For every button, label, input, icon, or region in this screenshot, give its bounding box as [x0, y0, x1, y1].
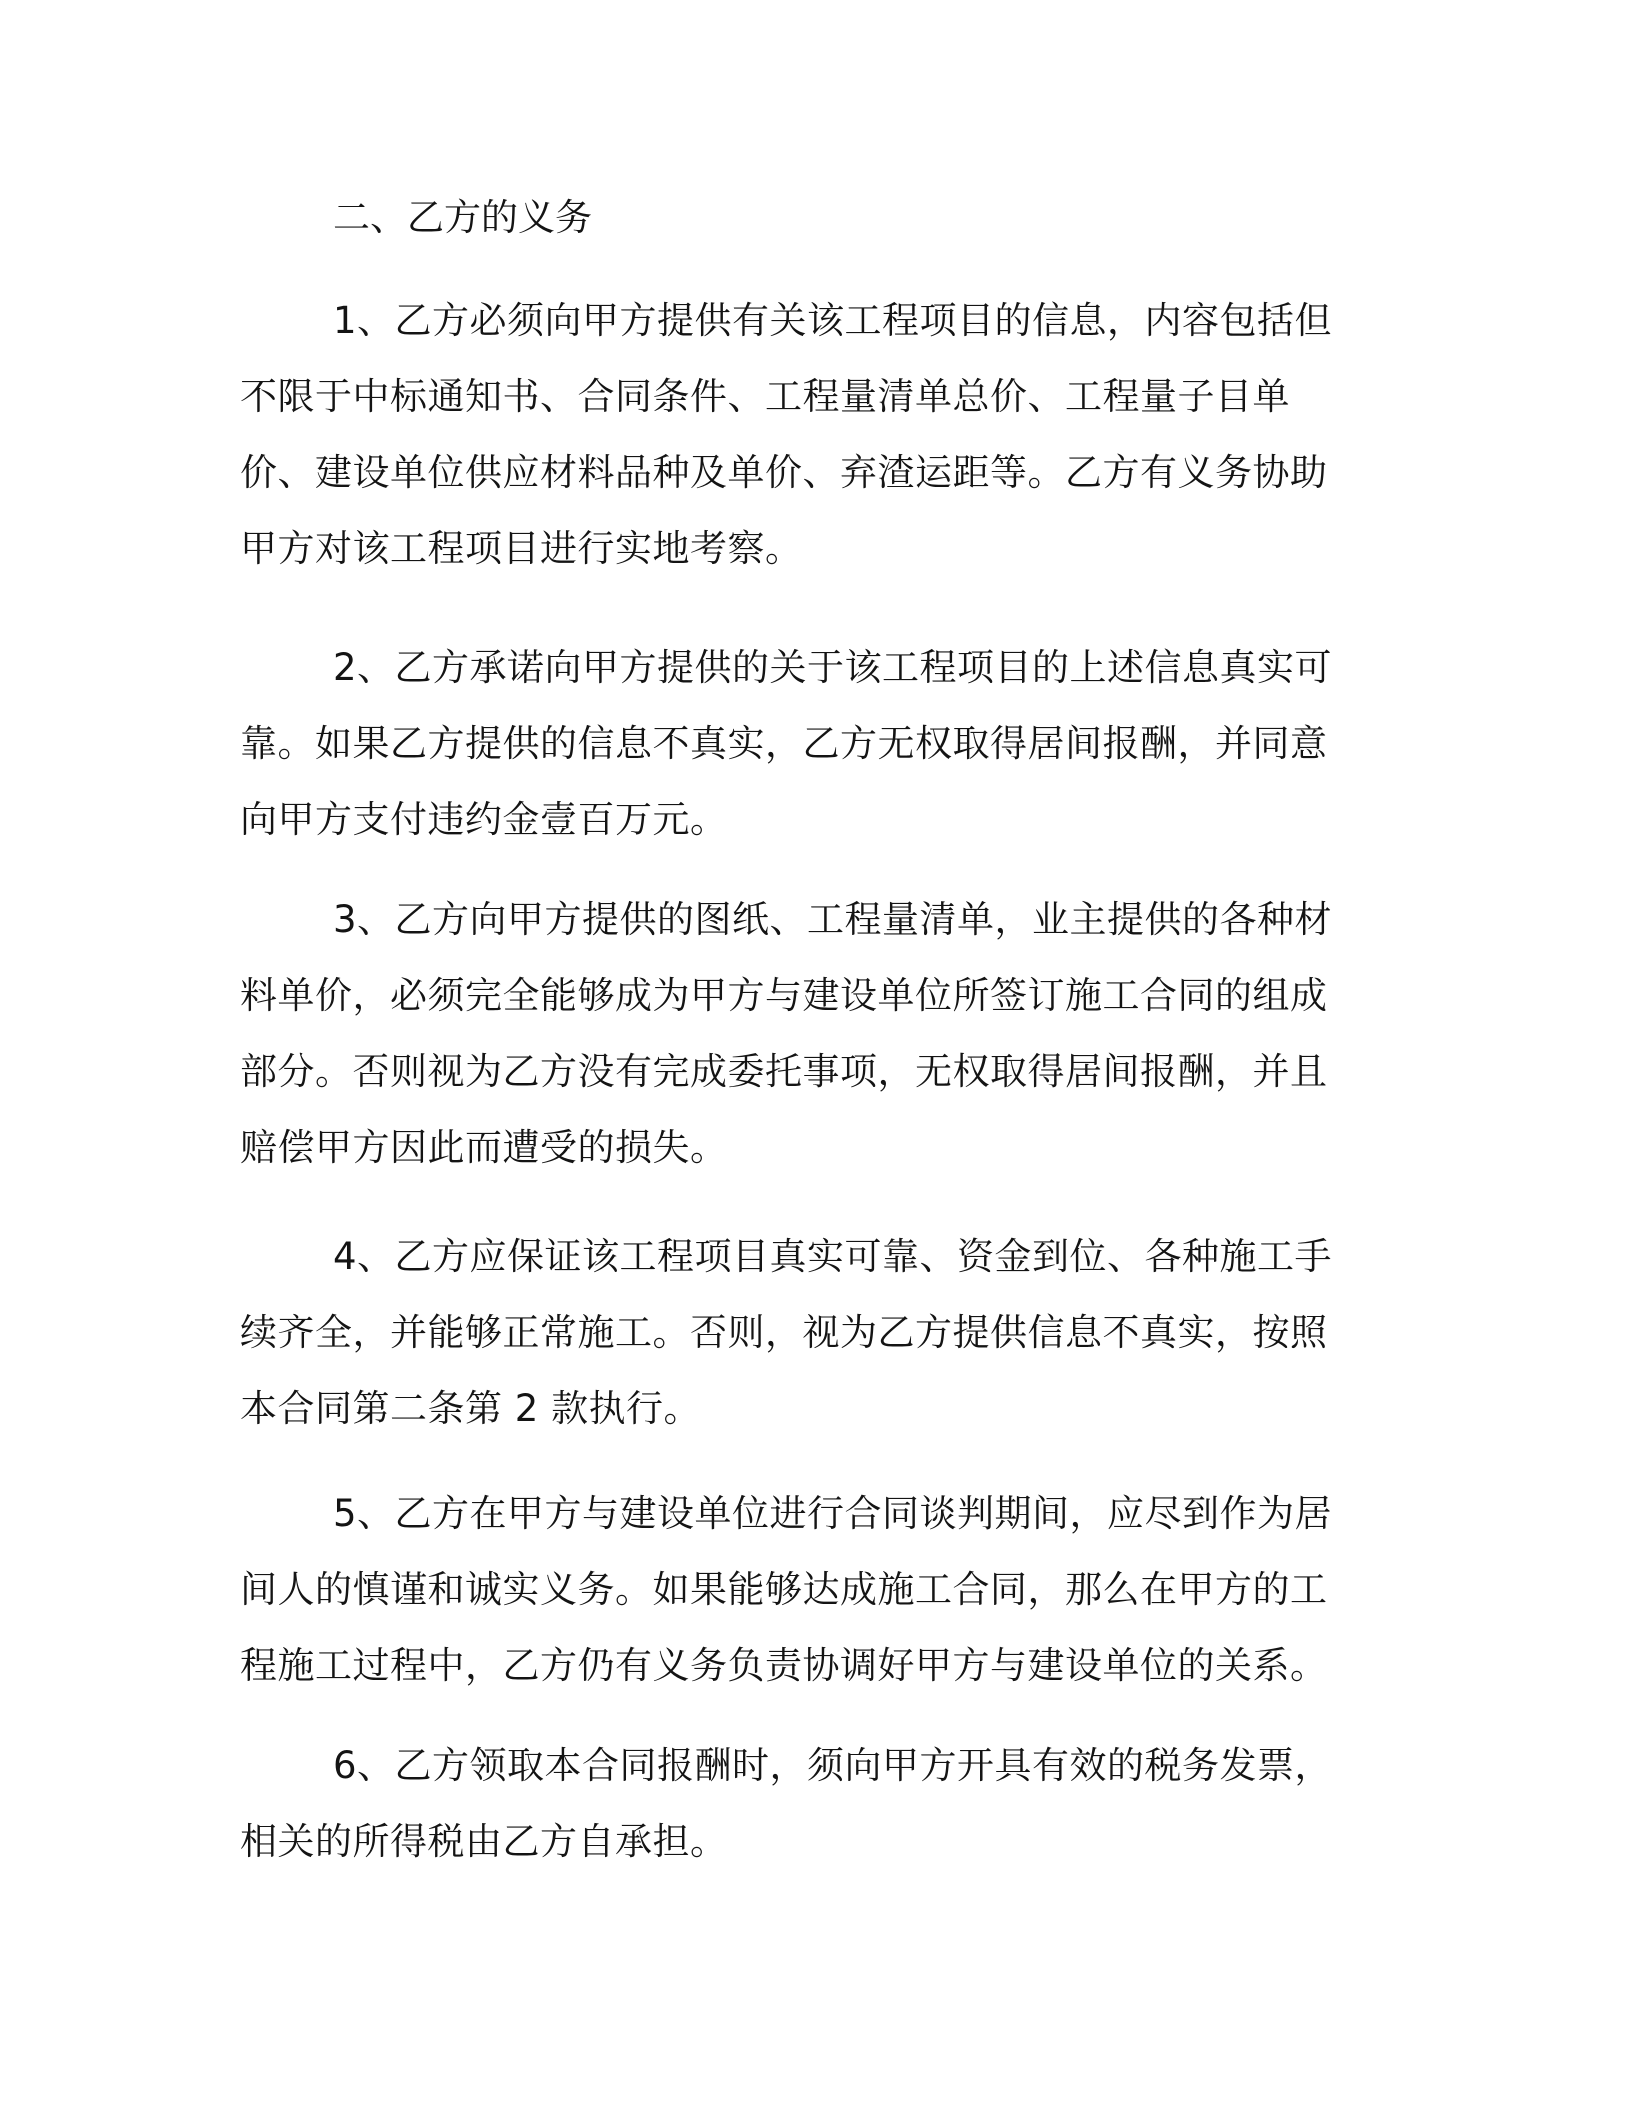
clause-5: 5、乙方在甲方与建设单位进行合同谈判期间，应尽到作为居间人的慎谨和诚实义务。如果能够达成施工合同，那么在甲方的工程施工过程中，乙方仍有义务负责协调好甲方与建设单位的关系。 [240, 1492, 1333, 1687]
clause-6: 6、乙方领取本合同报酬时，须向甲方开具有效的税务发票，相关的所得税由乙方自承担。 [240, 1744, 1333, 1863]
clause-2: 2、乙方承诺向甲方提供的关于该工程项目的上述信息真实可靠。如果乙方提供的信息不真实，乙方无权取得居间报酬，并同意向甲方支付违约金壹百万元。 [240, 646, 1333, 841]
clause-4: 4、乙方应保证该工程项目真实可靠、资金到位、各种施工手续齐全，并能够正常施工。否则，视为乙方提供信息不真实，按照本合同第二条第 2 款执行。 [240, 1235, 1333, 1430]
clause-3: 3、乙方向甲方提供的图纸、工程量清单，业主提供的各种材料单价，必须完全能够成为甲方与建设单位所签订施工合同的组成部分。否则视为乙方没有完成委托事项，无权取得居间报酬，并且赔偿甲方因此而遭受的损失。 [240, 898, 1333, 1169]
clause-1: 1、乙方必须向甲方提供有关该工程项目的信息，内容包括但不限于中标通知书、合同条件、工程量清单总价、工程量子目单价、建设单位供应材料品种及单价、弃渣运距等。乙方有义务协助甲方对该工程项目进行实地考察。 [240, 299, 1333, 570]
section-heading: 二、乙方的义务 [333, 196, 592, 239]
